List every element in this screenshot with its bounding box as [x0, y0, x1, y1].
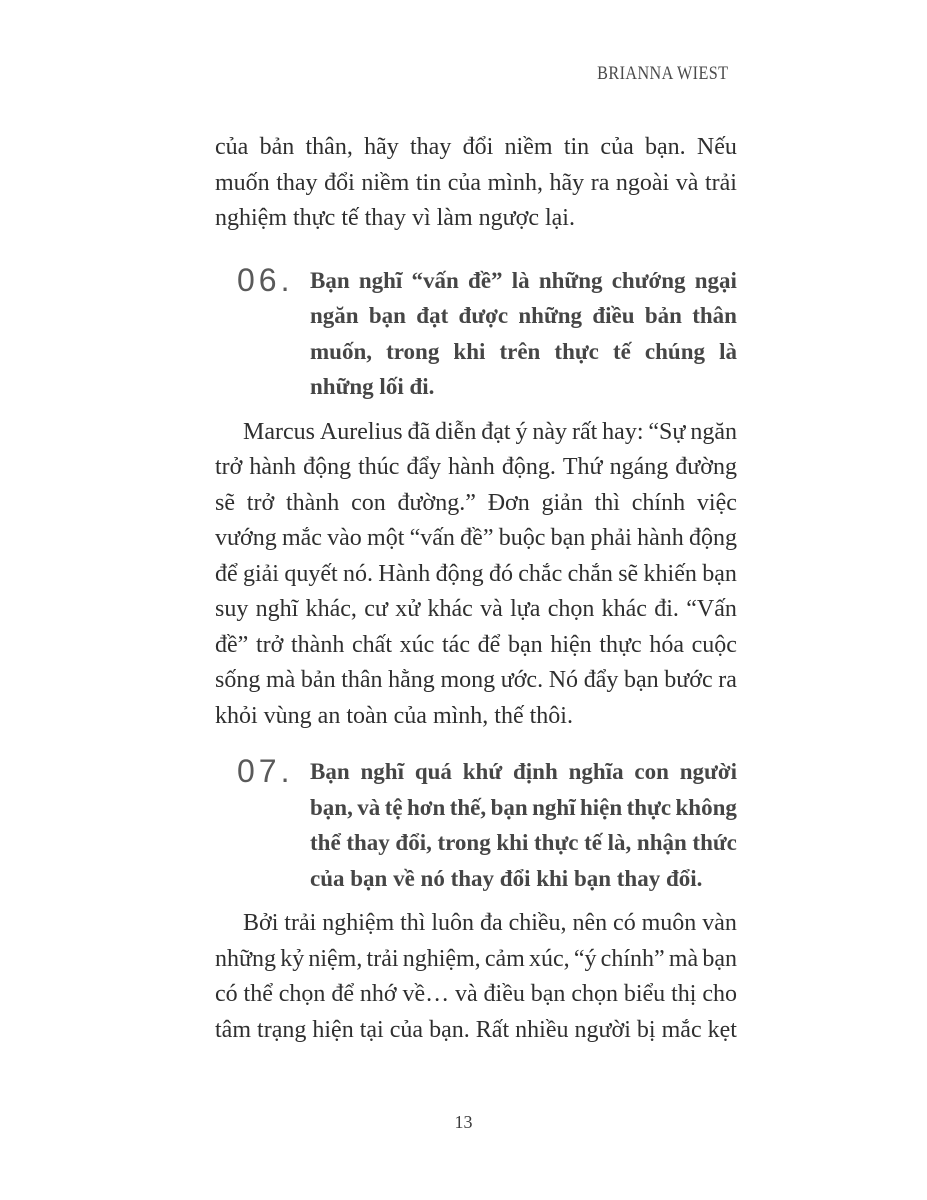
text-line: nghiệm thực tế thay vì làm ngược lại. [215, 205, 575, 231]
heading-line: bạn, và tệ hơn thế, bạn nghĩ hiện thực không [310, 794, 737, 820]
heading-line: muốn, trong khi trên thực tế chúng là [310, 338, 737, 364]
paragraph [215, 906, 737, 1048]
text-line: đề” trở thành chất xúc tác để bạn hiện thực hóa cuộc [215, 631, 737, 658]
text-line: những kỷ niệm, trải nghiệm, cảm xúc, “ý chính” mà bạn [215, 945, 737, 972]
text-line: muốn thay đổi niềm tin của mình, hãy ra ngoài và trải [215, 169, 737, 196]
text-line: tâm trạng hiện tại của bạn. Rất nhiều người bị mắc kẹt [215, 1016, 737, 1043]
text-line: Bởi trải nghiệm thì luôn đa chiều, nên có muôn vàn [243, 910, 737, 936]
heading-line: ngăn bạn đạt được những điều bản thân [310, 303, 737, 328]
text-line: sống mà bản thân hằng mong ước. Nó đẩy bạn bước ra [215, 667, 737, 693]
text-line: trở hành động thúc đẩy hành động. Thứ ngáng đường [215, 454, 737, 480]
heading-line: của bạn về nó thay đổi khi bạn thay đổi. [310, 865, 703, 891]
text-line: của bản thân, hãy thay đổi niềm tin của bạn. Nếu [215, 134, 737, 160]
text-line: sẽ trở thành con đường.” Đơn giản thì chính việc [215, 489, 737, 516]
heading-number: 07. [237, 753, 294, 789]
text-line: để giải quyết nó. Hành động đó chắc chắn sẽ khiến bạn [215, 560, 737, 587]
page-number: 13 [454, 1112, 473, 1132]
heading-line: Bạn nghĩ “vấn đề” là những chướng ngại [310, 267, 737, 293]
text-line: khỏi vùng an toàn của mình, thế thôi. [215, 702, 573, 729]
numbered-heading-07 [215, 754, 737, 896]
text-line: Marcus Aurelius đã diễn đạt ý này rất hay: “Sự ngăn [243, 418, 737, 445]
text-line: có thể chọn để nhớ về… và điều bạn chọn biểu thị cho [215, 981, 737, 1007]
text-line: vướng mắc vào một “vấn đề” buộc bạn phải hành động [215, 525, 737, 551]
paragraph [215, 415, 737, 735]
text-line: suy nghĩ khác, cư xử khác và lựa chọn khác đi. “Vấn [215, 596, 737, 622]
text-block [215, 130, 737, 1048]
running-header-author: BRIANNA WIEST [596, 63, 728, 84]
paragraph [215, 130, 737, 237]
heading-line: thể thay đổi, trong khi thực tế là, nhận thức [310, 830, 737, 855]
heading-line: những lối đi. [310, 374, 435, 399]
heading-number: 06. [237, 261, 294, 298]
numbered-heading-06 [215, 263, 737, 405]
heading-line: Bạn nghĩ quá khứ định nghĩa con người [310, 759, 737, 784]
